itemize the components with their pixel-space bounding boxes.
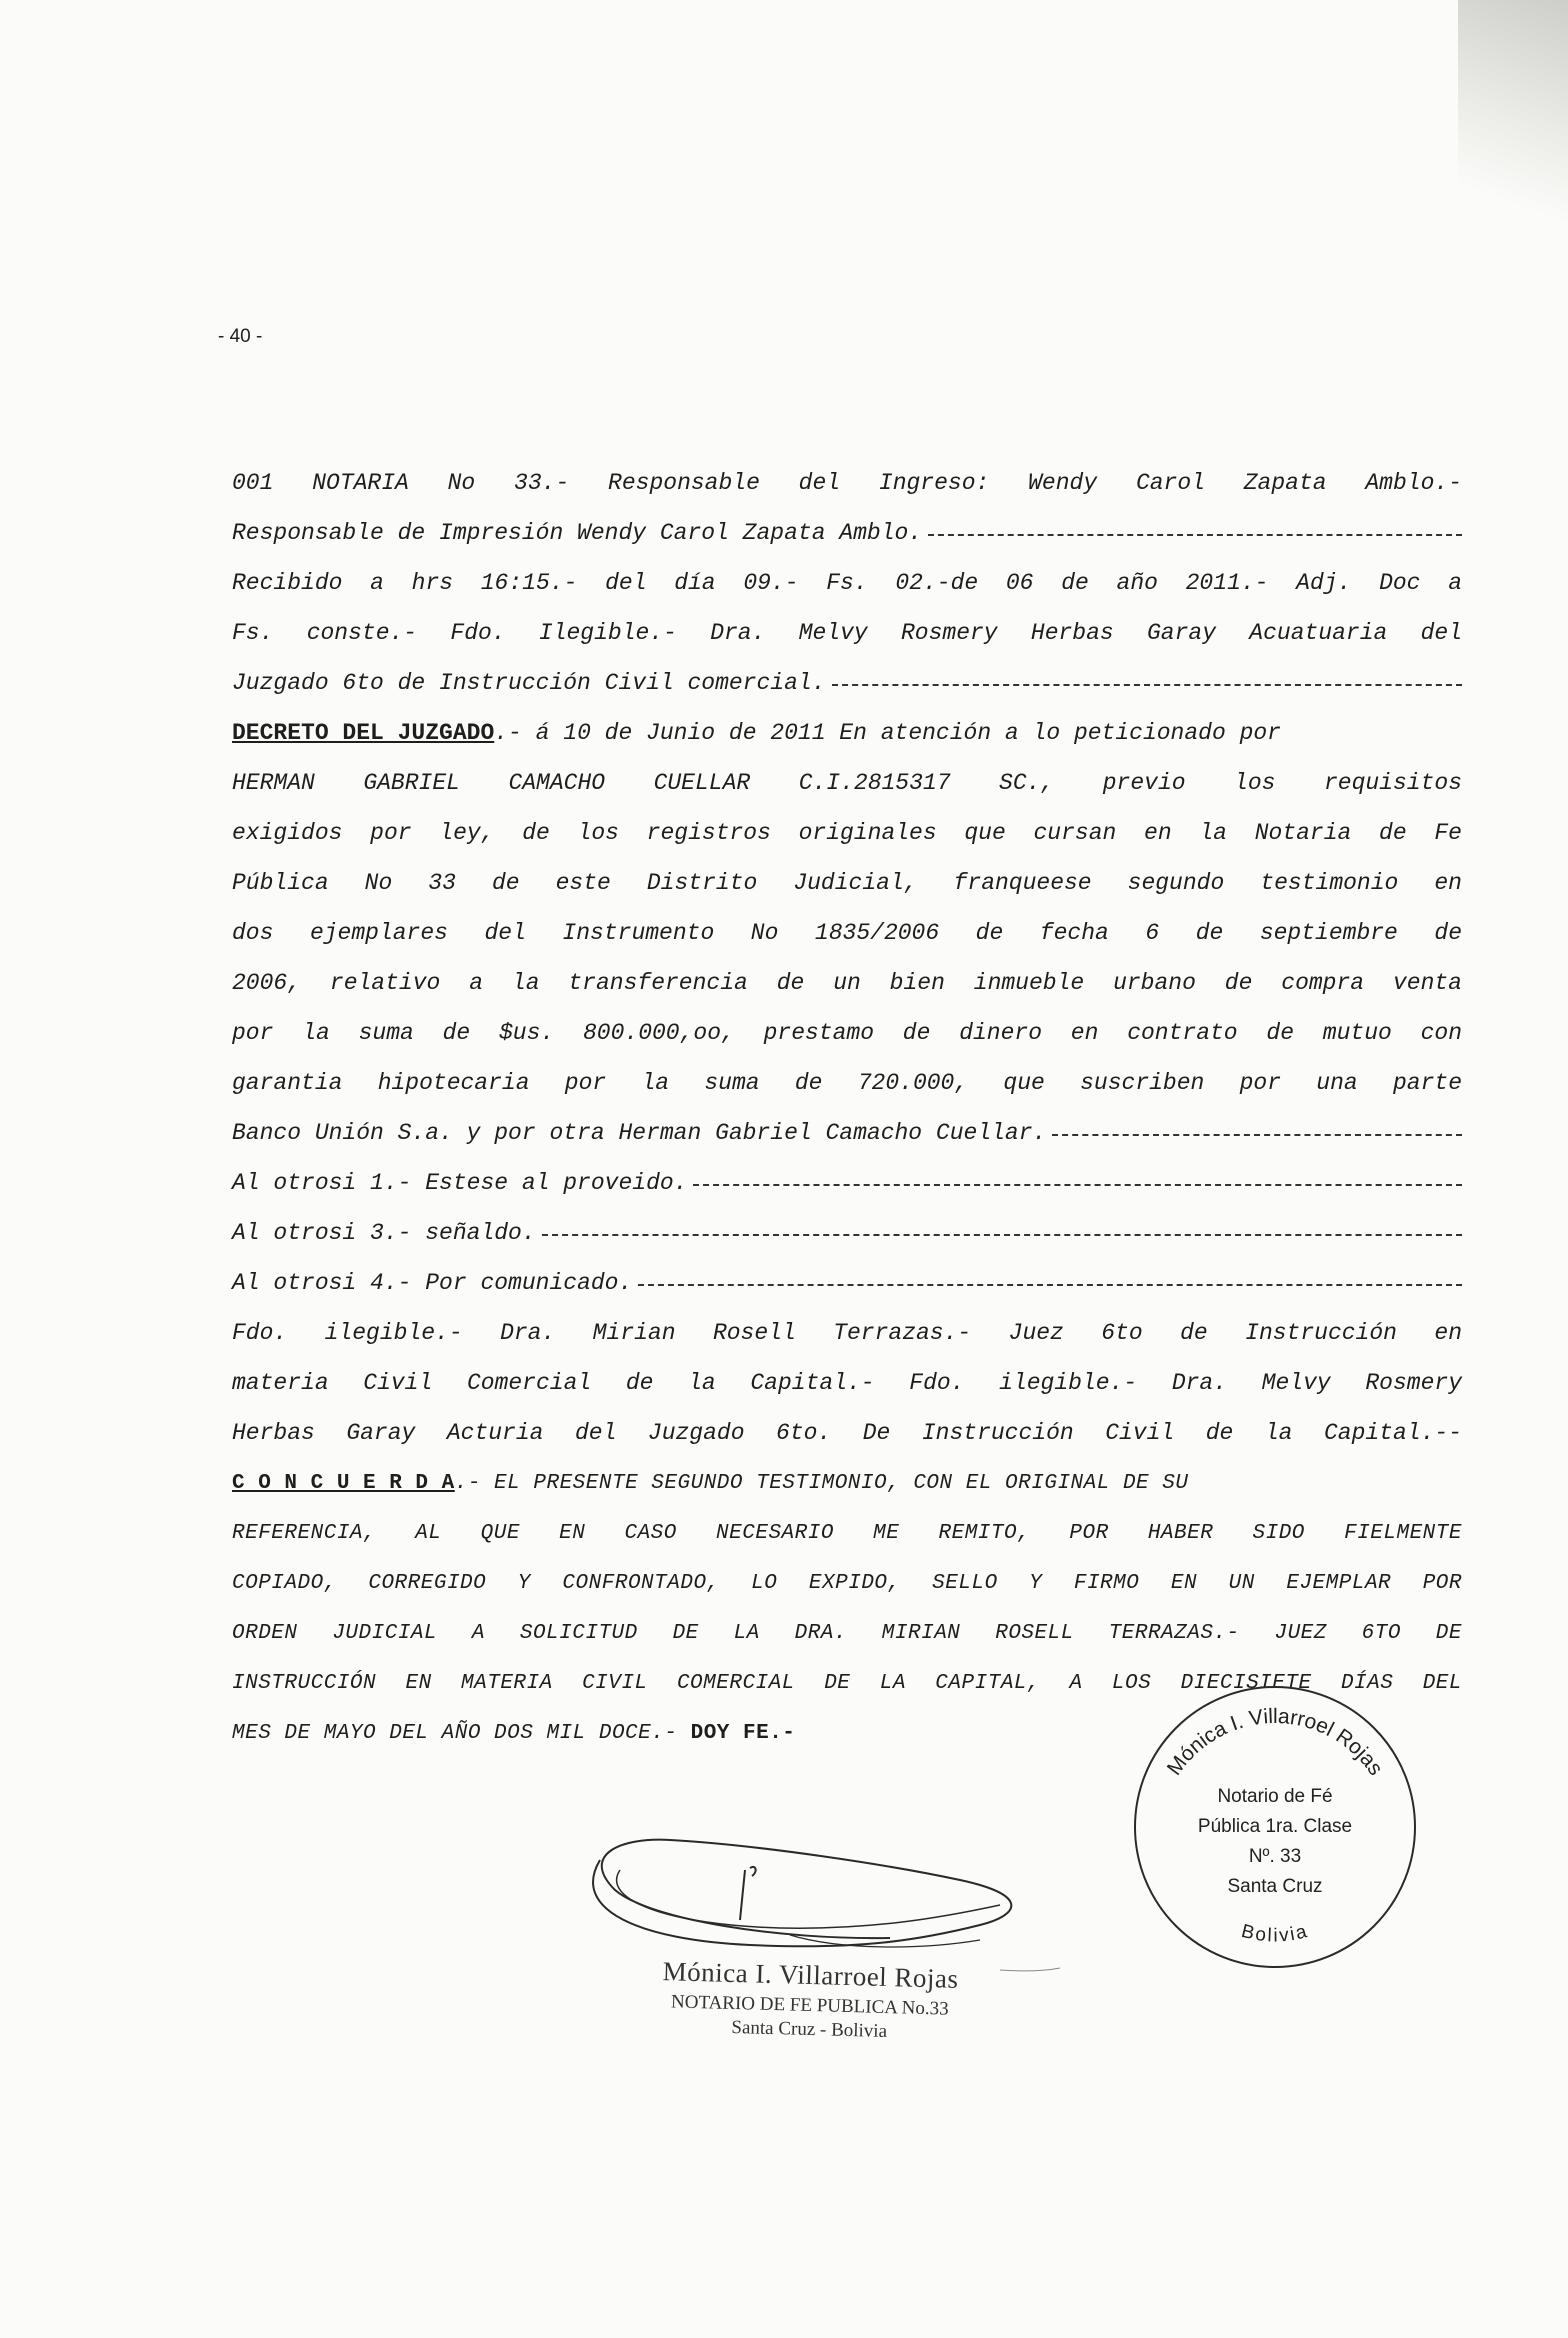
document-body <box>232 458 1462 1758</box>
text-line: materia Civil Comercial de la Capital.- Fdo. ilegible.- Dra. Melvy Rosmery <box>232 1370 1462 1396</box>
signer-name: Mónica I. Villarroel Rojas <box>662 1956 959 1994</box>
page-number: - 40 - <box>218 326 263 347</box>
concuerda-heading-line: C O N C U E R D A .- EL PRESENTE SEGUNDO TESTIMONIO, CON EL ORIGINAL DE SU <box>232 1471 1189 1495</box>
text-line: Fdo. ilegible.- Dra. Mirian Rosell Terrazas.- Juez 6to de Instrucción en <box>232 1320 1462 1346</box>
page-corner-shadow <box>1458 0 1568 280</box>
notary-seal <box>1134 1686 1416 1968</box>
dash-fill <box>542 1234 1462 1236</box>
text-line: Pública No 33 de este Distrito Judicial, franqueese segundo testimonio en <box>232 870 1462 896</box>
text-line: exigidos por ley, de los registros originales que cursan en la Notaria de Fe <box>232 820 1462 846</box>
dash-fill <box>638 1284 1462 1286</box>
text-line: Responsable de Impresión Wendy Carol Zapata Amblo. <box>232 508 1462 558</box>
text-line: dos ejemplares del Instrumento No 1835/2006 de fecha 6 de septiembre de <box>232 920 1462 946</box>
seal-line: Pública 1ra. Clase <box>1197 1816 1353 1837</box>
text-line: 001 NOTARIA No 33.- Responsable del Ingreso: Wendy Carol Zapata Amblo.- <box>232 470 1462 496</box>
text-line: Banco Unión S.a. y por otra Herman Gabriel Camacho Cuellar. <box>232 1108 1462 1158</box>
decree-heading-line: DECRETO DEL JUZGADO .- á 10 de Junio de 2011 En atención a lo peticionado por <box>232 720 1281 746</box>
concuerda-heading: C O N C U E R D A <box>232 1471 455 1495</box>
dash-fill <box>832 684 1463 686</box>
text-line: HERMAN GABRIEL CAMACHO CUELLAR C.I.2815317 SC., previo los requisitos <box>232 770 1462 796</box>
text-line: garantia hipotecaria por la suma de 720.000, que suscriben por una parte <box>232 1070 1462 1096</box>
text-line: REFERENCIA, AL QUE EN CASO NECESARIO ME REMITO, POR HABER SIDO FIELMENTE <box>232 1521 1462 1545</box>
svg-text:Mónica I. Villarroel Rojas <box>1163 1705 1387 1780</box>
dash-fill <box>1052 1134 1462 1136</box>
signer-city: Santa Cruz - Bolivia <box>731 2016 888 2043</box>
text-line: Herbas Garay Acturia del Juzgado 6to. De Instrucción Civil de la Capital.-- <box>232 1420 1462 1446</box>
text-line: Juzgado 6to de Instrucción Civil comercial. <box>232 658 1462 708</box>
signature-block <box>629 1955 991 2045</box>
doy-fe: DOY FE.- <box>690 1721 796 1745</box>
dash-fill <box>928 534 1462 536</box>
seal-line: Nº. 33 <box>1248 1846 1302 1867</box>
text-line: 2006, relativo a la transferencia de un bien inmueble urbano de compra venta <box>232 970 1462 996</box>
text-line: Al otrosi 3.- señaldo. <box>232 1208 1462 1258</box>
text-line: Al otrosi 1.- Estese al proveido. <box>232 1158 1462 1208</box>
seal-ring-top: Mónica I. Villarroel Rojas <box>1162 1704 1388 1780</box>
seal-line: Santa Cruz <box>1227 1876 1323 1897</box>
text-line: Al otrosi 4.- Por comunicado. <box>232 1258 1462 1308</box>
seal-line: Notario de Fé <box>1217 1786 1333 1807</box>
text-line: ORDEN JUDICIAL A SOLICITUD DE LA DRA. MIRIAN ROSELL TERRAZAS.- JUEZ 6TO DE <box>232 1621 1462 1645</box>
seal-ring-bottom: Bolivia <box>1239 1920 1311 1947</box>
signer-title: NOTARIO DE FE PUBLICA No.33 <box>670 1991 949 2020</box>
text-line: Fs. conste.- Fdo. Ilegible.- Dra. Melvy Rosmery Herbas Garay Acuatuaria del <box>232 620 1462 646</box>
closing-line: MES DE MAYO DEL AÑO DOS MIL DOCE.- DOY FE.- <box>232 1721 796 1745</box>
text-line: Recibido a hrs 16:15.- del día 09.- Fs. 02.-de 06 de año 2011.- Adj. Doc a <box>232 570 1462 596</box>
text-line: por la suma de $us. 800.000,oo, prestamo de dinero en contrato de mutuo con <box>232 1020 1462 1046</box>
dash-fill <box>693 1184 1462 1186</box>
text-line: COPIADO, CORREGIDO Y CONFRONTADO, LO EXPIDO, SELLO Y FIRMO EN UN EJEMPLAR POR <box>232 1571 1462 1595</box>
svg-text:Bolivia <box>1239 1921 1311 1947</box>
text-line: INSTRUCCIÓN EN MATERIA CIVIL COMERCIAL DE LA CAPITAL, A LOS DIECISIETE DÍAS DEL <box>232 1671 1462 1695</box>
decree-heading: DECRETO DEL JUZGADO <box>232 720 495 746</box>
